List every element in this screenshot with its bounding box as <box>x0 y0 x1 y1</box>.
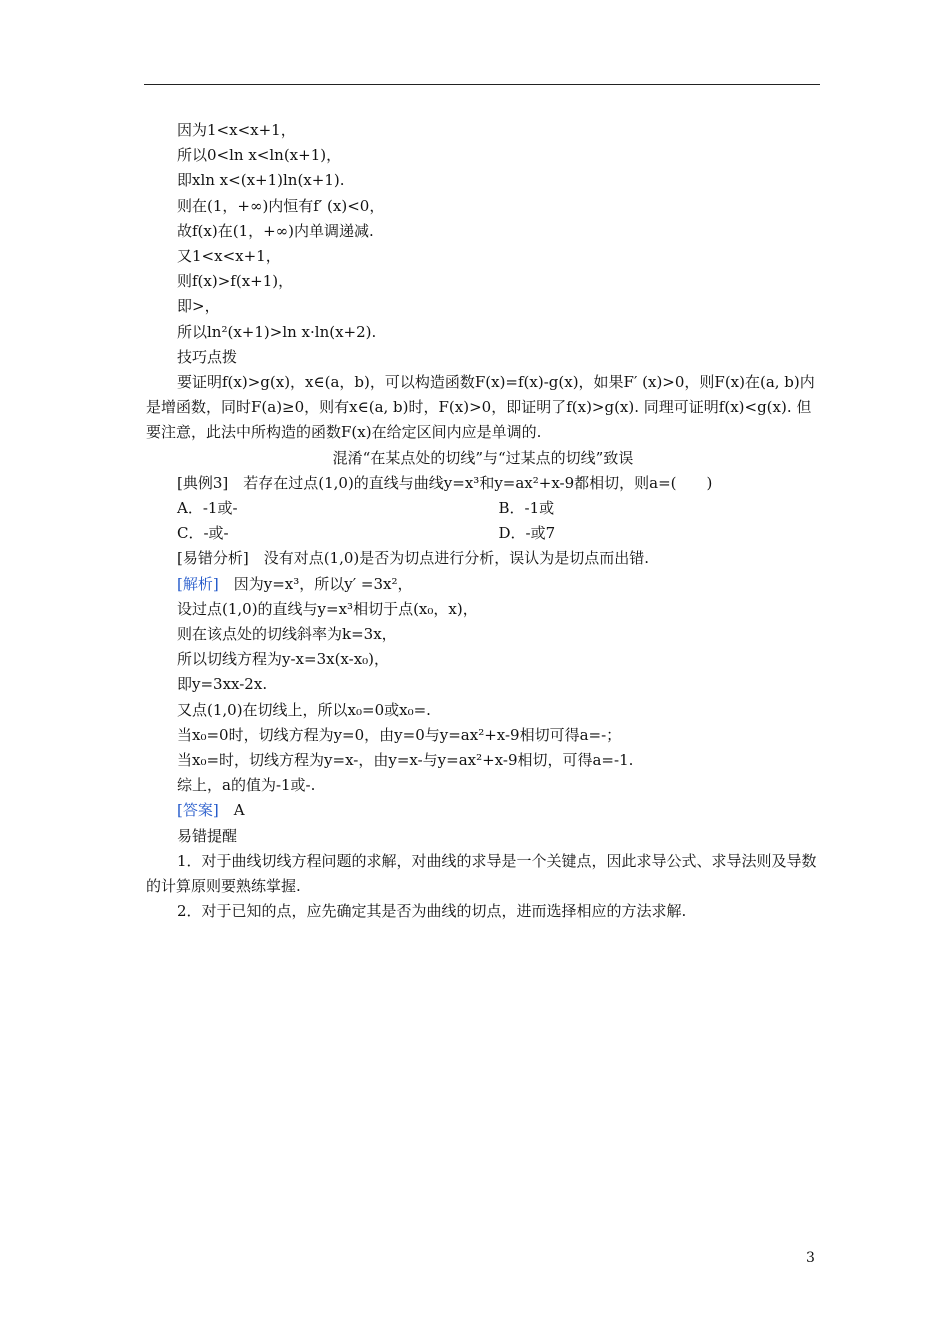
answer-line <box>146 798 820 823</box>
reminder-2: 2．对于已知的点，应先确定其是否为曲线的切点，进而选择相应的方法求解. <box>177 902 687 921</box>
reminder-1: 1．对于曲线切线方程问题的求解，对曲线的求导是一个关键点，因此求导公式、求导法则及导数的计算原则要熟练掌握. <box>146 851 817 896</box>
solution-line-8: 综上，a的值为-1或-. <box>177 776 316 795</box>
solution-line-6: 当x₀=0时，切线方程为y=0，由y=0与y=ax²+x-9相切可得a=-； <box>177 725 622 744</box>
options-row-2 <box>146 521 820 546</box>
proof-line-8: 即>， <box>177 297 220 316</box>
solution-line-1: 设过点(1,0)的直线与y=x³相切于点(x₀，x)， <box>177 599 478 618</box>
header-rule <box>144 84 820 85</box>
proof-line-5: 故f(x)在(1，+∞)内单调递减. <box>177 221 374 240</box>
tip-heading: 技巧点拨 <box>177 347 238 366</box>
solution-tag: [解析] <box>177 574 219 593</box>
options-row-1 <box>146 496 820 521</box>
page-content <box>146 118 820 925</box>
proof-line-4: 则在(1，+∞)内恒有f′ (x)<0， <box>177 196 385 215</box>
error-analysis: [易错分析] 没有对点(1,0)是否为切点进行分析，误认为是切点而出错. <box>177 549 650 568</box>
option-d: D．-或7 <box>498 524 556 543</box>
solution-line-5: 又点(1,0)在切线上，所以x₀=0或x₀=. <box>177 700 431 719</box>
option-b: B．-1或 <box>498 499 555 518</box>
proof-line-3: 即xln x<(x+1)ln(x+1). <box>177 171 345 190</box>
proof-line-9: 所以ln²(x+1)>ln x·ln(x+2). <box>177 322 377 341</box>
option-c: C．-或- <box>177 524 229 543</box>
solution-line-7: 当x₀=时，切线方程为y=x-，由y=x-与y=ax²+x-9相切，可得a=-1. <box>177 751 634 770</box>
solution-line-2: 则在该点处的切线斜率为k=3x， <box>177 625 397 644</box>
solution-line-3: 所以切线方程为y-x=3x(x-x₀)， <box>177 650 390 669</box>
solution-first-line <box>146 572 820 597</box>
page-number: 3 <box>806 1250 815 1266</box>
option-a: A．-1或- <box>177 499 238 518</box>
proof-line-7: 则f(x)>f(x+1)， <box>177 272 294 291</box>
example-question: [典例3] 若存在过点(1,0)的直线与曲线y=x³和y=ax²+x-9都相切，则a=( ) <box>177 473 713 492</box>
answer-value: A <box>218 801 245 820</box>
section-title: 混淆“在某点处的切线”与“过某点的切线”致误 <box>332 448 634 467</box>
solution-first-text: 因为y=x³，所以y′ =3x²， <box>218 574 413 593</box>
reminder-heading: 易错提醒 <box>177 826 238 845</box>
solution-line-4: 即y=3xx-2x. <box>177 675 268 694</box>
proof-line-6: 又1<x<x+1， <box>177 247 281 266</box>
tip-paragraph: 要证明f(x)>g(x)，x∈(a，b)，可以构造函数F(x)=f(x)-g(x)，如果F′ (x)>0，则F(x)在(a, b)内是增函数，同时F(a)≥0，则有x∈(a, b)时，F(x)>0，即证明了f(x)>g(x). 同理可证明f(x)<g(x). 但要注意，此法中所构造的函数F(x)在给定区间内应是单调的. <box>146 373 815 442</box>
proof-line-2: 所以0<ln x<ln(x+1)， <box>177 146 342 165</box>
answer-tag: [答案] <box>177 801 219 820</box>
proof-line-1: 因为1<x<x+1， <box>177 121 296 139</box>
